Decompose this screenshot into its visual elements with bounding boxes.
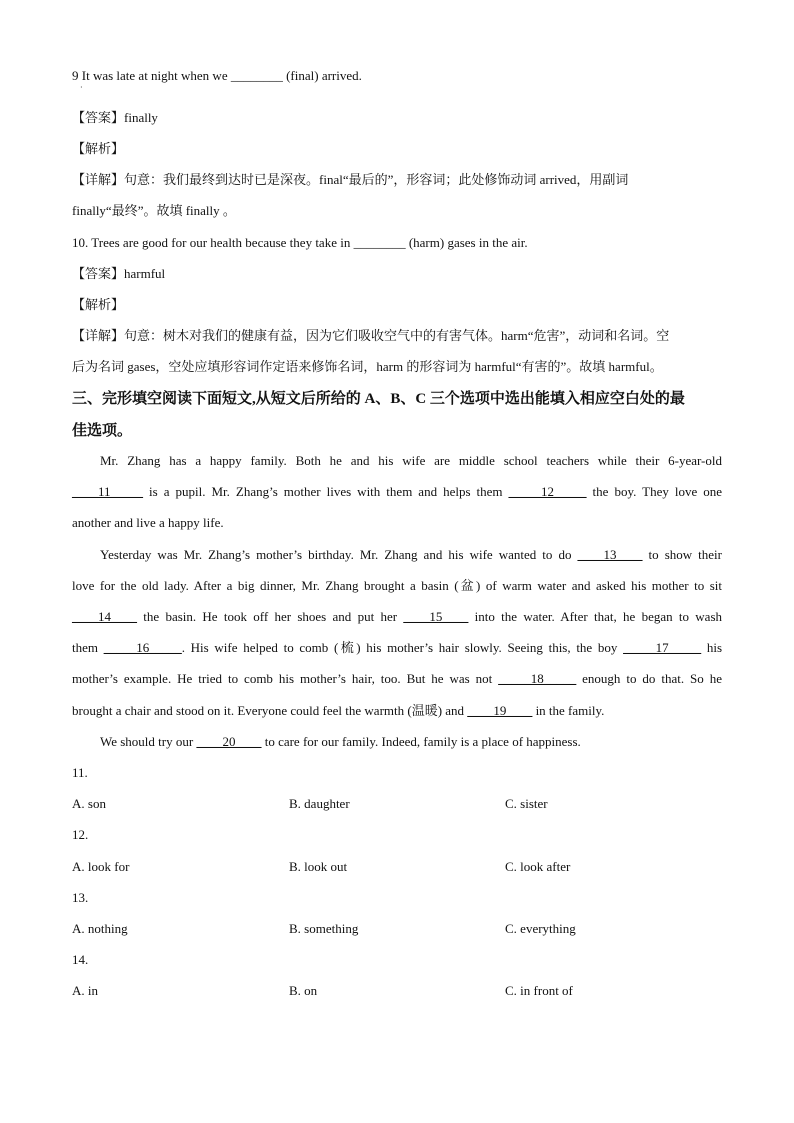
blank-15: ____15____ <box>403 609 469 624</box>
section-heading-line-2: 佳选项。 <box>72 423 133 439</box>
passage-p3-line-1: We should try our ____20____ to care for our family. Indeed, family is a place of happiness. <box>100 734 581 749</box>
passage-p1-line-3: another and live a happy life. <box>72 515 224 530</box>
question-9-text: 9 It was late at night when we ________ (final) arrived. <box>72 68 362 83</box>
passage-p2-line-4: them _____16_____. His wife helped to comb (梳) his mother’s hair slowly. Seeing this, the boy _____17_____ his <box>72 640 723 655</box>
question-number: 13. <box>72 890 89 905</box>
blank-13: ____13____ <box>577 547 643 562</box>
blank-14: ____14____ <box>72 609 137 624</box>
section-heading-line-1: 三、完形填空阅读下面短文,从短文后所给的 A、B、C 三个选项中选出能填入相应空白处的最 <box>72 391 685 407</box>
passage-p2-line-3: ____14____ the basin. He took off her shoes and put her ____15____ into the water. After that, he began to wash <box>72 609 723 624</box>
blank-20: ____20____ <box>196 734 262 749</box>
question-9-analysis: 【解析】 <box>72 141 125 156</box>
option-b[interactable]: B. something <box>289 921 359 936</box>
question-9-detail-line-1: 【详解】句意：我们最终到达时已是深夜。final“最后的”，形容词；此处修饰动词 arrived，用副词 <box>72 172 629 187</box>
passage-p1-line-1: Mr. Zhang has a happy family. Both he and his wife are middle school teachers while their 6-year-old <box>100 453 722 468</box>
passage-p1-line-2: ____11_____ is a pupil. Mr. Zhang’s mother lives with them and helps them _____12_____ the boy. They love one <box>72 484 723 499</box>
stray-dot: · <box>80 83 83 92</box>
option-a[interactable]: A. nothing <box>72 921 128 936</box>
question-number: 12. <box>72 827 89 842</box>
blank-19: ____19____ <box>467 703 533 718</box>
blank-16: _____16_____ <box>103 640 182 655</box>
question-9-answer: 【答案】finally <box>72 110 158 125</box>
passage-p2-line-2: love for the old lady. After a big dinner, Mr. Zhang brought a basin (盆) of warm water and asked his mother to sit <box>72 578 722 593</box>
blank-11: ____11_____ <box>72 484 144 499</box>
question-number: 14. <box>72 952 89 967</box>
question-10-answer: 【答案】harmful <box>72 266 166 281</box>
option-c[interactable]: C. in front of <box>505 983 573 998</box>
option-b[interactable]: B. daughter <box>289 796 350 811</box>
passage-p2-line-6: brought a chair and stood on it. Everyone could feel the warmth (温暖) and ____19____ in the family. <box>72 703 605 718</box>
passage-p2-line-1: Yesterday was Mr. Zhang’s mother’s birthday. Mr. Zhang and his wife wanted to do ____13____ to show their <box>100 547 722 562</box>
question-10-detail-line-1: 【详解】句意：树木对我们的健康有益，因为它们吸收空气中的有害气体。harm“危害”，动词和名词。空 <box>72 328 670 343</box>
passage-p2-line-5: mother’s example. He tried to comb his mother’s hair, too. But he was not _____18_____ enough to do that. So he <box>72 671 722 686</box>
blank-17: _____17_____ <box>623 640 702 655</box>
question-9-detail-line-2: finally“最终”。故填 finally 。 <box>72 203 236 218</box>
question-number: 11. <box>72 765 88 780</box>
option-c[interactable]: C. everything <box>505 921 576 936</box>
question-10-analysis: 【解析】 <box>72 297 125 312</box>
question-10-text: 10. Trees are good for our health because they take in ________ (harm) gases in the air. <box>72 235 528 250</box>
blank-12: _____12_____ <box>508 484 587 499</box>
option-c[interactable]: C. look after <box>505 859 571 874</box>
option-a[interactable]: A. look for <box>72 859 130 874</box>
question-10-detail-line-2: 后为名词 gases，空处应填形容词作定语来修饰名词，harm 的形容词为 harmful“有害的”。故填 harmful。 <box>72 359 663 374</box>
option-b[interactable]: B. on <box>289 983 318 998</box>
option-a[interactable]: A. son <box>72 796 106 811</box>
option-c[interactable]: C. sister <box>505 796 548 811</box>
blank-18: _____18_____ <box>498 671 577 686</box>
option-b[interactable]: B. look out <box>289 859 348 874</box>
option-a[interactable]: A. in <box>72 983 98 998</box>
